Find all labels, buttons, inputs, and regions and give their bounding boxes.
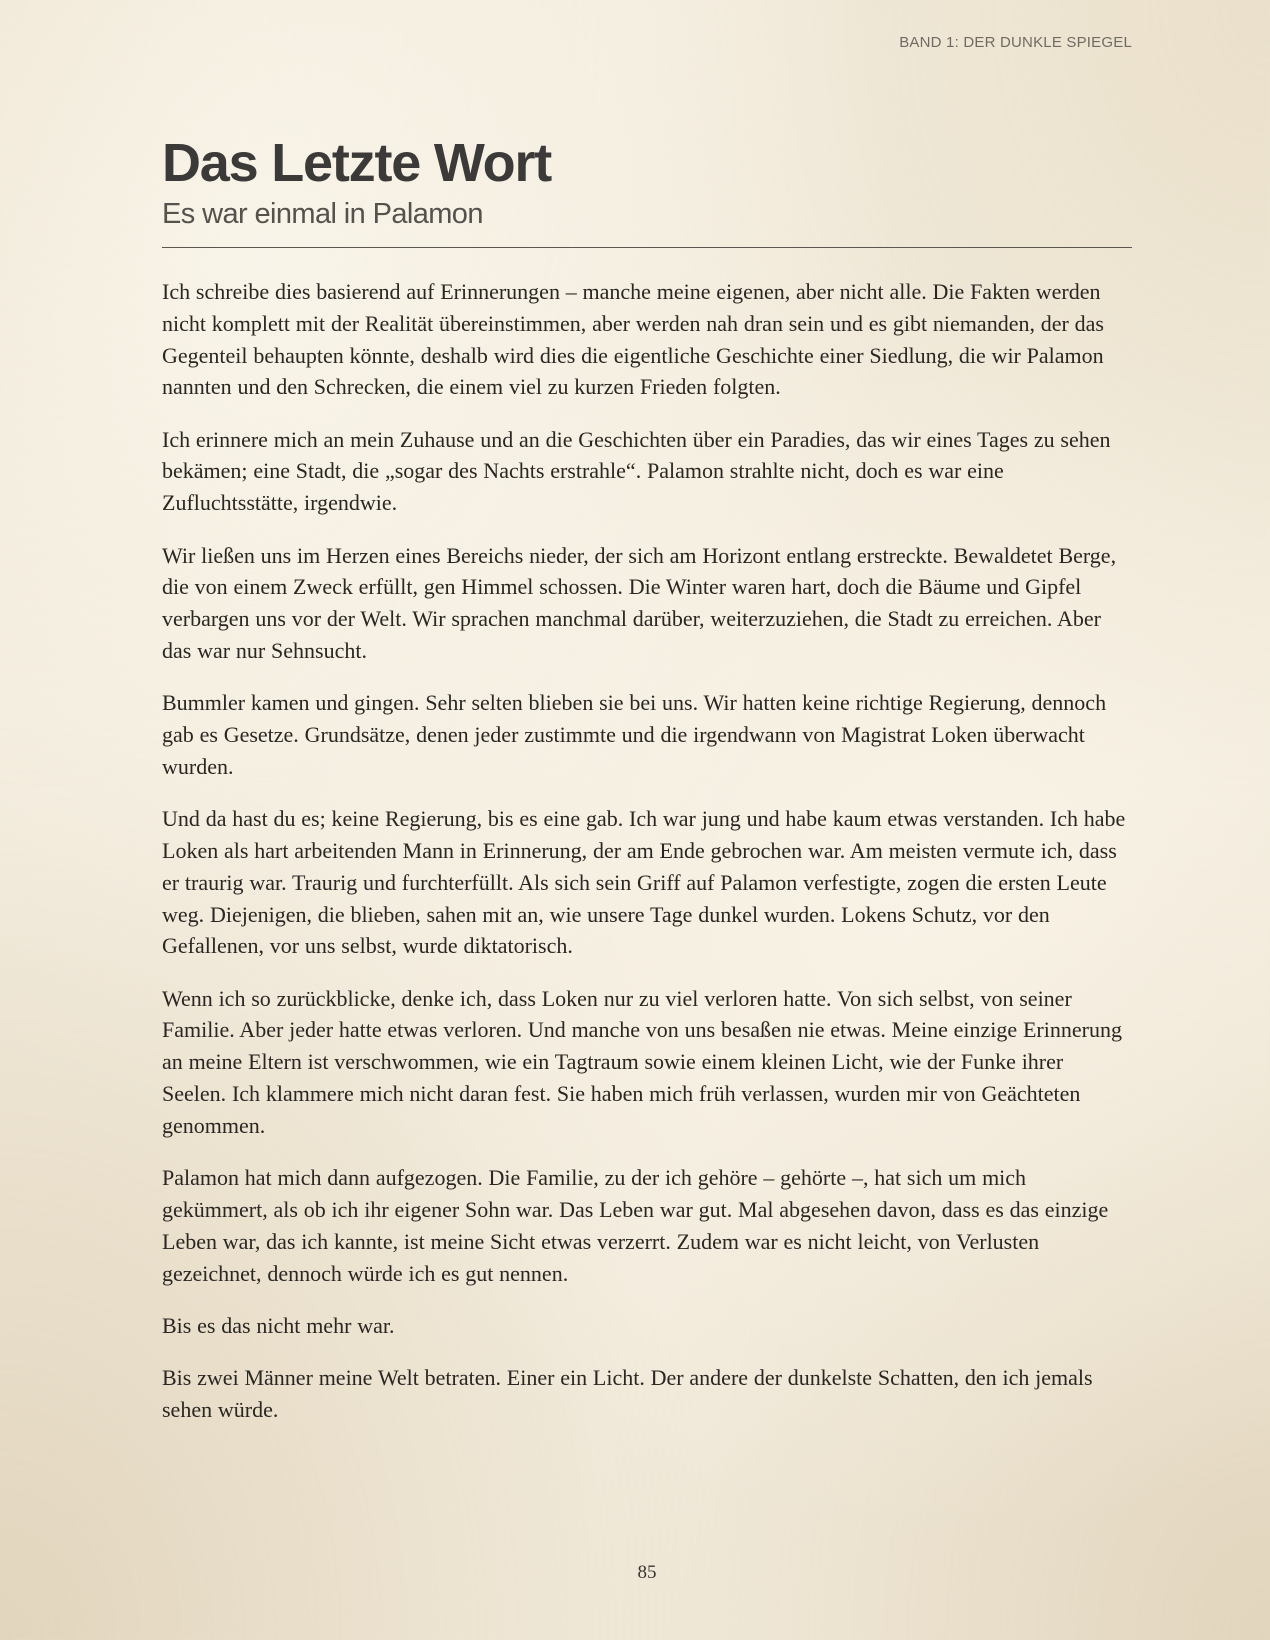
paragraph: Bummler kamen und gingen. Sehr selten blieben sie bei uns. Wir hatten keine richtige Regierung, dennoch gab es Gesetze. Grundsätze, denen jeder zustimmte und die irgendwann von Magistrat Loken überwacht wurden.: [162, 690, 1107, 779]
paragraph: Ich erinnere mich an mein Zuhause und an die Geschichten über ein Paradies, das wir eines Tages zu sehen bekämen; eine Stadt, die „sogar des Nachts erstrahle“. Palamon strahlte nicht, doch es war eine Zufluchtsstätte, irgendwie.: [162, 426, 1111, 516]
paragraph: Wenn ich so zurückblicke, denke ich, dass Loken nur zu viel verloren hatte. Von sich selbst, von seiner Familie. Aber jeder hatte etwas verloren. Und manche von uns besaßen nie etwas. Meine einzige Erinnerung an meine Eltern ist verschwommen, wie ein Tagtraum sowie einem kleinen Licht, wie der Funke ihrer Seelen. Ich klammere mich nicht daran fest. Sie haben mich früh verlassen, wurden mir von Geächteten genommen.: [162, 985, 1122, 1138]
running-header: BAND 1: DER DUNKLE SPIEGEL: [899, 34, 1132, 51]
chapter-content: [162, 132, 1132, 1446]
paragraph: Palamon hat mich dann aufgezogen. Die Familie, zu der ich gehöre – gehörte –, hat sich um mich gekümmert, als ob ich ihr eigener Sohn war. Das Leben war gut. Mal abgesehen davon, dass es das einzige Leben war, das ich kannte, ist meine Sicht etwas verzerrt. Zudem war es nicht leicht, von Verlusten gezeichnet, dennoch würde ich es gut nennen.: [162, 1165, 1109, 1286]
paragraph: Wir ließen uns im Herzen eines Bereichs nieder, der sich am Horizont entlang erstreckte. Bewaldetet Berge, die von einem Zweck erfüllt, gen Himmel schossen. Die Winter waren hart, doch die Bäume und Gipfel verbargen uns vor der Welt. Wir sprachen manchmal darüber, weiterzuziehen, die Stadt zu erreichen. Aber das war nur Sehnsucht.: [162, 542, 1117, 663]
page-number: 85: [637, 1562, 657, 1583]
chapter-subtitle: Es war einmal in Palamon: [162, 198, 483, 230]
chapter-title: Das Letzte Wort: [162, 133, 552, 193]
paragraph: Bis zwei Männer meine Welt betraten. Einer ein Licht. Der andere der dunkelste Schatten, den ich jemals sehen würde.: [162, 1365, 1093, 1422]
paragraph: Und da hast du es; keine Regierung, bis es eine gab. Ich war jung und habe kaum etwas verstanden. Ich habe Loken als hart arbeitenden Mann in Erinnerung, der am Ende gebrochen war. Am meisten vermute ich, dass er traurig war. Traurig und furchterfüllt. Als sich sein Griff auf Palamon verfestigte, zogen die ersten Leute weg. Diejenigen, die blieben, sahen mit an, wie unsere Tage dunkel wurden. Lokens Schutz, vor den Gefallenen, vor uns selbst, wurde diktatorisch.: [162, 806, 1126, 959]
paragraph: Bis es das nicht mehr war.: [162, 1312, 395, 1338]
title-divider: [162, 247, 1132, 248]
paragraph: Ich schreibe dies basierend auf Erinnerungen – manche meine eigenen, aber nicht alle. Die Fakten werden nicht komplett mit der Realität übereinstimmen, aber werden nah dran sein und es gibt niemanden, der das Gegenteil behaupten könnte, deshalb wird dies die eigentliche Geschichte einer Siedlung, die wir Palamon nannten und den Schrecken, die einem viel zu kurzen Frieden folgten.: [162, 279, 1104, 400]
chapter-body: [162, 276, 1132, 1426]
